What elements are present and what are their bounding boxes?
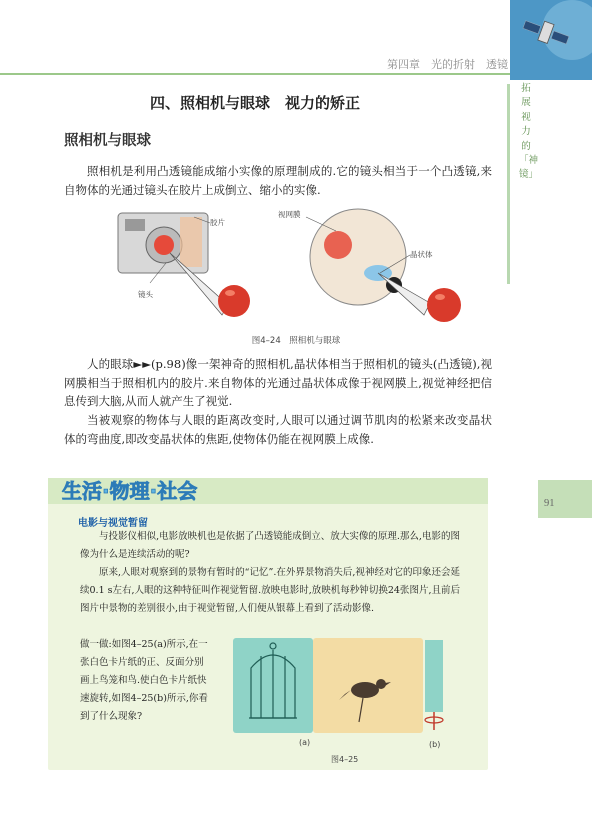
banner-background [48,470,488,504]
spinning-card-illustration [423,636,445,732]
page-number: 91 [544,498,555,509]
satellite-image [510,0,592,80]
sidebar-banner-image [510,0,592,80]
figure-caption: 图4–24 照相机与眼球 [251,336,341,346]
label-lens-body: 晶状体 [410,250,433,259]
cage-bird-illustration [233,638,423,733]
label-retina: 视网膜 [278,210,301,219]
sidebar-label: 拓展视力的「神镜」 [519,83,539,181]
figure-a-label: (a) [299,738,311,747]
eye-icon [310,209,406,305]
banner-text: 生活·物理·社会 [62,479,198,503]
figure-b-label: (b) [429,740,441,749]
paragraph-eye: 人的眼球►►(p.98)像一架神奇的照相机,晶状体相当于照相机的镜头(凸透镜),视网膜相当于照相机内的胶片.来自物体的光通过晶状体成像于视网膜上,视觉神经把信息传到大脑,从而人就产生了视觉. [64,357,492,408]
camera-icon [118,213,208,273]
header-rule [0,73,510,75]
figure-425-caption: 图4–25 [331,755,359,764]
box-paragraph-1: 与投影仪相似,电影放映机也是依据了凸透镜能成倒立、放大实像的原理.那么,电影的图像为什么是连续活动的呢? [80,531,460,560]
subsection-title: 照相机与眼球 [64,133,151,149]
section-title: 四、照相机与眼球 视力的矫正 [149,94,360,112]
camera-eye-illustration [110,203,470,330]
chapter-header: 第四章 光的折射 透镜 [387,58,508,71]
figure-spinning-card [423,636,445,732]
label-film: 胶片 [210,218,225,227]
box-paragraph-2: 原来,人眼对观察到的景物有暂时的“记忆”.在外界景物消失后,视神经对它的印象还会延续0.1 s左右,人眼的这种特征叫作视觉暂留.放映电影时,放映机每秒钟切换24张图片,且前后图片中景物的差别很小,由于视觉暂留,人们便从银幕上看到了活动影像. [80,567,460,614]
paragraph-camera: 照相机是利用凸透镜能成缩小实像的原理制成的.它的镜头相当于一个凸透镜,来自物体的光通过镜头在胶片上成倒立、缩小的实像. [64,164,492,197]
figure-camera-eye [110,203,470,330]
paragraph-adjust: 当被观察的物体与人眼的距离改变时,人眼可以通过调节肌肉的松紧来改变晶状体的弯曲度,即改变晶状体的焦距,使物体仍能在视网膜上成像. [64,413,492,446]
figure-cage-bird [233,638,423,733]
box-title: 电影与视觉暂留 [78,518,148,529]
box-activity: 做一做:如图4–25(a)所示,在一张白色卡片纸的正、反面分别画上鸟笼和鸟.使白色卡片纸快速旋转,如图4–25(b)所示,你看到了什么现象? [80,639,208,722]
box-banner [48,470,488,504]
label-camera-lens: 镜头 [138,290,153,299]
sidebar-rule [507,84,510,284]
